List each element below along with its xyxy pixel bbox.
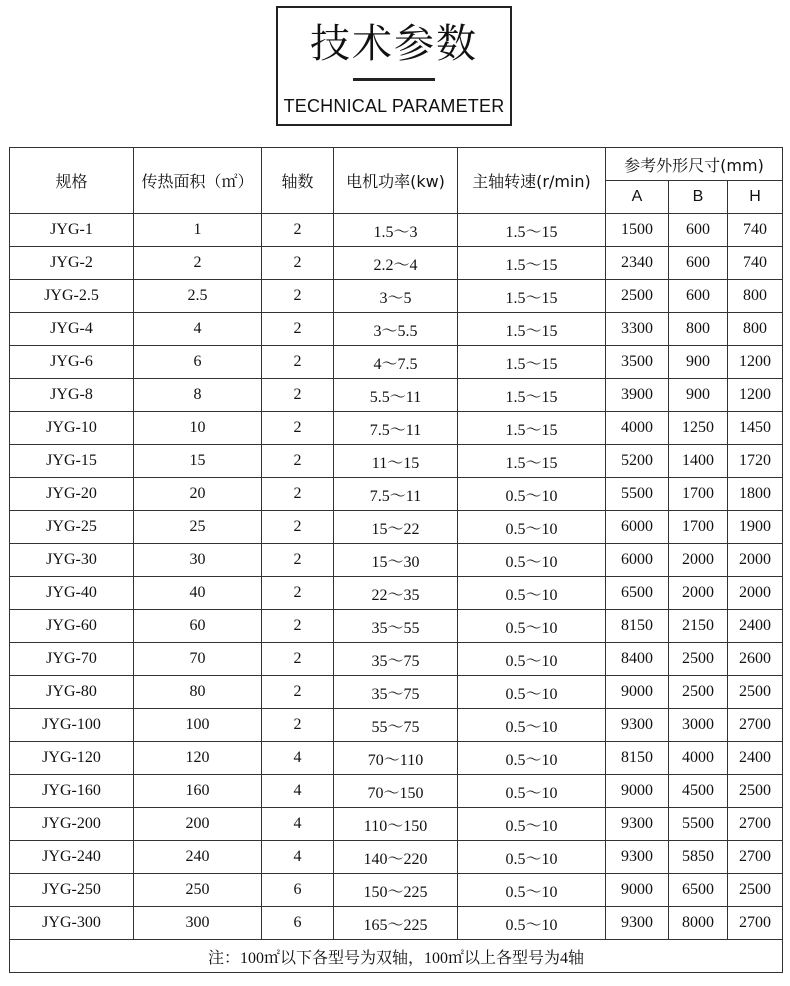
cell-model: JYG-240: [10, 841, 134, 874]
table-row: [10, 577, 783, 610]
cell-dim-h: 2700: [728, 709, 783, 742]
cell-dim-h: 2700: [728, 841, 783, 874]
title-box: [276, 6, 512, 126]
cell-dim-a: 4000: [606, 412, 669, 445]
cell-shafts: 2: [262, 577, 334, 610]
cell-shafts: 4: [262, 742, 334, 775]
header-model: 规格: [10, 148, 134, 214]
cell-dim-b: 2500: [669, 643, 728, 676]
cell-dim-h: 2700: [728, 907, 783, 940]
cell-area: 25: [134, 511, 262, 544]
cell-model: JYG-80: [10, 676, 134, 709]
cell-dim-h: 1900: [728, 511, 783, 544]
cell-shafts: 4: [262, 841, 334, 874]
cell-shafts: 2: [262, 313, 334, 346]
cell-dim-b: 2000: [669, 544, 728, 577]
cell-model: JYG-200: [10, 808, 134, 841]
cell-area: 240: [134, 841, 262, 874]
cell-shafts: 4: [262, 808, 334, 841]
cell-area: 2.5: [134, 280, 262, 313]
cell-dim-b: 4500: [669, 775, 728, 808]
cell-dim-b: 6500: [669, 874, 728, 907]
cell-shafts: 2: [262, 478, 334, 511]
cell-shafts: 2: [262, 676, 334, 709]
cell-dim-h: 740: [728, 214, 783, 247]
cell-power: 15～22: [334, 511, 458, 544]
cell-shafts: 2: [262, 709, 334, 742]
cell-speed: 0.5～10: [458, 907, 606, 940]
cell-model: JYG-4: [10, 313, 134, 346]
table-row: [10, 544, 783, 577]
header-power: 电机功率(kw): [334, 148, 458, 214]
cell-dim-h: 2500: [728, 775, 783, 808]
cell-dim-b: 800: [669, 313, 728, 346]
cell-model: JYG-25: [10, 511, 134, 544]
cell-dim-h: 2000: [728, 544, 783, 577]
cell-dim-b: 2000: [669, 577, 728, 610]
table-note: 注：100㎡以下各型号为双轴，100㎡以上各型号为4轴: [10, 940, 783, 973]
header-dim-a: A: [606, 181, 669, 214]
cell-dim-a: 5500: [606, 478, 669, 511]
cell-shafts: 2: [262, 511, 334, 544]
table-row: [10, 775, 783, 808]
cell-dim-a: 9000: [606, 775, 669, 808]
cell-area: 2: [134, 247, 262, 280]
parameter-table: [9, 147, 783, 973]
cell-area: 10: [134, 412, 262, 445]
cell-dim-b: 3000: [669, 709, 728, 742]
table-row: [10, 280, 783, 313]
cell-dim-h: 2700: [728, 808, 783, 841]
header-dimensions: 参考外形尺寸(mm): [606, 148, 783, 181]
cell-power: 3～5: [334, 280, 458, 313]
cell-dim-a: 9300: [606, 709, 669, 742]
cell-power: 35～55: [334, 610, 458, 643]
cell-shafts: 2: [262, 379, 334, 412]
table-row: [10, 214, 783, 247]
title-divider: [353, 78, 435, 81]
cell-dim-a: 8150: [606, 742, 669, 775]
cell-dim-b: 900: [669, 346, 728, 379]
cell-power: 5.5～11: [334, 379, 458, 412]
cell-dim-h: 2000: [728, 577, 783, 610]
cell-speed: 0.5～10: [458, 742, 606, 775]
cell-power: 7.5～11: [334, 412, 458, 445]
cell-dim-b: 600: [669, 247, 728, 280]
cell-dim-b: 2500: [669, 676, 728, 709]
cell-speed: 0.5～10: [458, 841, 606, 874]
cell-model: JYG-120: [10, 742, 134, 775]
cell-power: 3～5.5: [334, 313, 458, 346]
cell-power: 7.5～11: [334, 478, 458, 511]
cell-area: 100: [134, 709, 262, 742]
cell-dim-h: 800: [728, 280, 783, 313]
cell-model: JYG-60: [10, 610, 134, 643]
table-body: [10, 214, 783, 940]
header-dim-h: H: [728, 181, 783, 214]
cell-shafts: 2: [262, 247, 334, 280]
table-row: [10, 610, 783, 643]
table-row: [10, 247, 783, 280]
cell-model: JYG-20: [10, 478, 134, 511]
cell-dim-h: 1450: [728, 412, 783, 445]
table-row: [10, 841, 783, 874]
cell-speed: 1.5～15: [458, 280, 606, 313]
cell-dim-b: 1700: [669, 511, 728, 544]
cell-dim-b: 8000: [669, 907, 728, 940]
cell-speed: 0.5～10: [458, 577, 606, 610]
cell-power: 2.2～4: [334, 247, 458, 280]
cell-shafts: 2: [262, 544, 334, 577]
cell-speed: 0.5～10: [458, 709, 606, 742]
page-title: 技术参数: [310, 21, 478, 67]
table-row: [10, 445, 783, 478]
cell-dim-b: 1400: [669, 445, 728, 478]
cell-speed: 1.5～15: [458, 412, 606, 445]
cell-dim-b: 5500: [669, 808, 728, 841]
cell-speed: 1.5～15: [458, 346, 606, 379]
header-shafts: 轴数: [262, 148, 334, 214]
cell-dim-b: 5850: [669, 841, 728, 874]
cell-dim-b: 1250: [669, 412, 728, 445]
cell-shafts: 4: [262, 775, 334, 808]
cell-area: 200: [134, 808, 262, 841]
cell-dim-b: 1700: [669, 478, 728, 511]
cell-area: 60: [134, 610, 262, 643]
cell-power: 4～7.5: [334, 346, 458, 379]
cell-area: 160: [134, 775, 262, 808]
cell-speed: 0.5～10: [458, 808, 606, 841]
cell-dim-a: 9000: [606, 676, 669, 709]
table-row: [10, 511, 783, 544]
cell-area: 250: [134, 874, 262, 907]
cell-power: 165～225: [334, 907, 458, 940]
cell-dim-b: 900: [669, 379, 728, 412]
cell-speed: 1.5～15: [458, 379, 606, 412]
cell-dim-a: 2340: [606, 247, 669, 280]
cell-dim-a: 6500: [606, 577, 669, 610]
header-row: [10, 148, 783, 181]
cell-model: JYG-15: [10, 445, 134, 478]
cell-model: JYG-160: [10, 775, 134, 808]
cell-dim-h: 1800: [728, 478, 783, 511]
table-row: [10, 643, 783, 676]
cell-speed: 1.5～15: [458, 214, 606, 247]
cell-model: JYG-8: [10, 379, 134, 412]
cell-shafts: 6: [262, 874, 334, 907]
cell-speed: 0.5～10: [458, 874, 606, 907]
cell-dim-h: 1720: [728, 445, 783, 478]
cell-speed: 1.5～15: [458, 247, 606, 280]
cell-model: JYG-70: [10, 643, 134, 676]
cell-dim-a: 3300: [606, 313, 669, 346]
header-dim-b: B: [669, 181, 728, 214]
cell-model: JYG-30: [10, 544, 134, 577]
table-row: [10, 808, 783, 841]
cell-speed: 0.5～10: [458, 511, 606, 544]
table-row: [10, 874, 783, 907]
cell-dim-b: 2150: [669, 610, 728, 643]
cell-dim-a: 6000: [606, 544, 669, 577]
cell-model: JYG-2.5: [10, 280, 134, 313]
cell-dim-h: 2500: [728, 676, 783, 709]
cell-power: 70～150: [334, 775, 458, 808]
cell-area: 1: [134, 214, 262, 247]
cell-dim-h: 2500: [728, 874, 783, 907]
cell-shafts: 2: [262, 214, 334, 247]
cell-dim-a: 1500: [606, 214, 669, 247]
cell-speed: 0.5～10: [458, 643, 606, 676]
cell-dim-h: 2400: [728, 742, 783, 775]
cell-area: 6: [134, 346, 262, 379]
cell-shafts: 2: [262, 346, 334, 379]
cell-model: JYG-250: [10, 874, 134, 907]
table-row: [10, 478, 783, 511]
cell-model: JYG-300: [10, 907, 134, 940]
cell-model: JYG-2: [10, 247, 134, 280]
cell-power: 35～75: [334, 643, 458, 676]
table-row: [10, 346, 783, 379]
cell-speed: 1.5～15: [458, 445, 606, 478]
header-area: 传热面积（㎡）: [134, 148, 262, 214]
cell-model: JYG-10: [10, 412, 134, 445]
cell-power: 1.5～3: [334, 214, 458, 247]
cell-dim-a: 9300: [606, 808, 669, 841]
table-row: [10, 676, 783, 709]
header-speed: 主轴转速(r/min): [458, 148, 606, 214]
cell-model: JYG-6: [10, 346, 134, 379]
cell-dim-a: 3500: [606, 346, 669, 379]
cell-dim-a: 8400: [606, 643, 669, 676]
cell-dim-b: 600: [669, 214, 728, 247]
cell-shafts: 2: [262, 412, 334, 445]
table-row: [10, 709, 783, 742]
cell-dim-a: 3900: [606, 379, 669, 412]
cell-power: 35～75: [334, 676, 458, 709]
cell-shafts: 2: [262, 643, 334, 676]
cell-speed: 0.5～10: [458, 478, 606, 511]
cell-area: 70: [134, 643, 262, 676]
cell-dim-a: 8150: [606, 610, 669, 643]
cell-speed: 0.5～10: [458, 676, 606, 709]
table-row: [10, 379, 783, 412]
cell-power: 140～220: [334, 841, 458, 874]
cell-dim-b: 600: [669, 280, 728, 313]
cell-shafts: 2: [262, 445, 334, 478]
table-row: [10, 412, 783, 445]
cell-dim-a: 5200: [606, 445, 669, 478]
cell-power: 150～225: [334, 874, 458, 907]
cell-shafts: 2: [262, 610, 334, 643]
cell-area: 30: [134, 544, 262, 577]
cell-dim-a: 9300: [606, 841, 669, 874]
table-row: [10, 907, 783, 940]
cell-speed: 0.5～10: [458, 544, 606, 577]
cell-area: 80: [134, 676, 262, 709]
cell-speed: 0.5～10: [458, 610, 606, 643]
cell-area: 40: [134, 577, 262, 610]
table-row: [10, 742, 783, 775]
cell-area: 120: [134, 742, 262, 775]
cell-model: JYG-40: [10, 577, 134, 610]
cell-area: 4: [134, 313, 262, 346]
cell-area: 15: [134, 445, 262, 478]
page-subtitle: TECHNICAL PARAMETER: [283, 96, 505, 116]
cell-area: 20: [134, 478, 262, 511]
cell-dim-h: 800: [728, 313, 783, 346]
cell-dim-h: 2600: [728, 643, 783, 676]
cell-area: 8: [134, 379, 262, 412]
cell-power: 110～150: [334, 808, 458, 841]
cell-dim-h: 1200: [728, 379, 783, 412]
cell-power: 22～35: [334, 577, 458, 610]
cell-speed: 1.5～15: [458, 313, 606, 346]
table-row: [10, 313, 783, 346]
cell-dim-a: 9000: [606, 874, 669, 907]
cell-model: JYG-1: [10, 214, 134, 247]
cell-shafts: 2: [262, 280, 334, 313]
cell-dim-h: 740: [728, 247, 783, 280]
cell-dim-h: 1200: [728, 346, 783, 379]
cell-shafts: 6: [262, 907, 334, 940]
cell-area: 300: [134, 907, 262, 940]
cell-power: 70～110: [334, 742, 458, 775]
note-row: [10, 940, 783, 973]
cell-power: 11～15: [334, 445, 458, 478]
cell-dim-a: 9300: [606, 907, 669, 940]
cell-speed: 0.5～10: [458, 775, 606, 808]
cell-dim-h: 2400: [728, 610, 783, 643]
cell-power: 55～75: [334, 709, 458, 742]
cell-power: 15～30: [334, 544, 458, 577]
cell-model: JYG-100: [10, 709, 134, 742]
cell-dim-a: 6000: [606, 511, 669, 544]
cell-dim-b: 4000: [669, 742, 728, 775]
cell-dim-a: 2500: [606, 280, 669, 313]
